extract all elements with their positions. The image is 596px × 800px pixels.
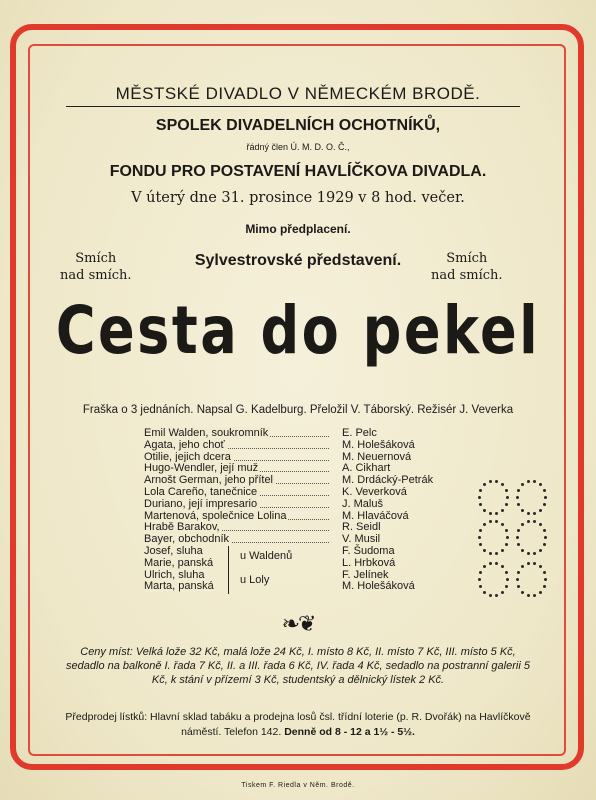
punched-hole [478, 496, 481, 499]
punched-hole [521, 509, 524, 512]
punched-hole [517, 585, 520, 588]
punched-hole [489, 552, 492, 555]
punched-hole [517, 503, 520, 506]
cast-actor: M. Hlaváčová [342, 509, 409, 522]
punched-hole [489, 480, 492, 483]
punched-hole [516, 578, 519, 581]
cast-role: Lola Careño, tanečnice [144, 485, 258, 498]
punched-hole [479, 529, 482, 532]
punched-hole [521, 523, 524, 526]
punched-hole [501, 483, 504, 486]
punched-hole [527, 512, 530, 515]
punched-hole [501, 509, 504, 512]
punched-hole [479, 571, 482, 574]
punched-hole [506, 578, 509, 581]
punched-hole [544, 496, 547, 499]
cast-row [144, 544, 464, 562]
punched-hole [533, 552, 536, 555]
tagline-left: Smích nad smích. [60, 251, 132, 283]
punched-hole [479, 503, 482, 506]
punched-hole [501, 549, 504, 552]
punched-hole [495, 594, 498, 597]
punched-hole [527, 552, 530, 555]
punched-hole [543, 543, 546, 546]
punched-hole [495, 480, 498, 483]
punched-hole [544, 578, 547, 581]
play-credits: Fraška o 3 jednáních. Napsal G. Kadelburg. Přeložil V. Táborský. Režisér J. Veverka [82, 404, 514, 416]
punched-hole [505, 585, 508, 588]
off-subscription-note: Mimo předplacení. [245, 222, 351, 236]
cast-actor: F. Jelínek [342, 568, 389, 581]
punched-hole [527, 480, 530, 483]
punched-hole [517, 571, 520, 574]
cast-role: Agata, jeho choť [144, 438, 225, 451]
punched-hole [505, 503, 508, 506]
punched-hole [544, 536, 547, 539]
punched-hole [527, 520, 530, 523]
punched-hole [539, 565, 542, 568]
punched-hole [501, 565, 504, 568]
punched-hole [483, 565, 486, 568]
punched-hole [516, 536, 519, 539]
tagline-right: Smích nad smích. [431, 251, 503, 283]
cast-actor: J. Maluš [342, 497, 383, 510]
cast-role: Ulrich, sluha [144, 568, 205, 581]
cast-actor: M. Holešáková [342, 580, 415, 593]
cast-row [144, 499, 464, 511]
punched-hole [543, 571, 546, 574]
cast-role: Marie, panská [144, 556, 214, 569]
cast-actor: R. Seidl [342, 521, 381, 534]
punched-hole [539, 509, 542, 512]
punched-hole [478, 578, 481, 581]
punched-hole [517, 529, 520, 532]
cast-role: Bayer, obchodník [144, 533, 230, 546]
cast-actor: A. Cikhart [342, 462, 391, 475]
cast-actor: E. Pelc [342, 427, 377, 439]
play-title: Cesta do pekel [55, 292, 541, 369]
theatre-underline [66, 106, 520, 107]
punched-hole [478, 536, 481, 539]
punched-hole [533, 562, 536, 565]
cast-row [144, 581, 464, 593]
punched-hole [489, 562, 492, 565]
punched-hole [521, 483, 524, 486]
cast-actor: M. Neuernová [342, 450, 412, 463]
punched-hole [533, 480, 536, 483]
punched-holes-decoration [474, 474, 550, 600]
cast-role: Marta, panská [144, 580, 214, 593]
cast-role: Martenová, společnice Lolina [144, 509, 287, 522]
theatre-name: MĚSTSKÉ DIVADLO V NĚMECKÉM BRODĚ. [115, 84, 481, 103]
punched-hole [495, 512, 498, 515]
punched-hole [501, 591, 504, 594]
cast-role: Josef, sluha [144, 544, 203, 557]
punched-hole [483, 591, 486, 594]
punched-hole [539, 523, 542, 526]
cast-actor: V. Musil [342, 533, 381, 546]
membership-note: řádný člen Ú. M. D. O. Č., [246, 142, 350, 152]
presale-text: Předprodej lístků: Hlavní sklad tabáku a prodejna losů čsl. třídní loterie (p. R. Dvořák) na Havlíčkově náměstí. Telefon 142. [65, 711, 531, 738]
society-name: SPOLEK DIVADELNÍCH OCHOTNÍKŮ, [155, 117, 441, 134]
cast-role: Emil Walden, soukromník [144, 427, 269, 439]
punched-hole [543, 503, 546, 506]
cast-row [144, 440, 464, 452]
punched-hole [539, 549, 542, 552]
punched-hole [489, 594, 492, 597]
punched-hole [521, 549, 524, 552]
presale-hours: Denně od 8 - 12 a 1½ - 5½. [284, 726, 415, 738]
punched-hole [495, 552, 498, 555]
punched-hole [483, 509, 486, 512]
cast-actor: F. Šudoma [342, 544, 395, 557]
cast-row [144, 487, 464, 499]
presale-info [54, 710, 542, 740]
punched-hole [517, 489, 520, 492]
punched-hole [479, 489, 482, 492]
punched-hole [505, 489, 508, 492]
punched-hole [527, 594, 530, 597]
performance-type: Sylvestrovské představení. [194, 252, 402, 269]
floral-ornament-icon: ❧❦ [281, 612, 315, 637]
punched-hole [501, 523, 504, 526]
cast-actor: L. Hrbková [342, 556, 396, 569]
cast-list [144, 428, 464, 593]
punched-hole [505, 543, 508, 546]
punched-hole [543, 585, 546, 588]
punched-hole [543, 529, 546, 532]
punched-hole [479, 543, 482, 546]
punched-hole [495, 520, 498, 523]
cast-actor: M. Holešáková [342, 438, 415, 451]
punched-hole [533, 520, 536, 523]
punched-hole [521, 565, 524, 568]
punched-hole [505, 529, 508, 532]
punched-hole [521, 591, 524, 594]
punched-hole [506, 536, 509, 539]
punched-hole [506, 496, 509, 499]
punched-hole [516, 496, 519, 499]
punched-hole [533, 512, 536, 515]
punched-hole [517, 543, 520, 546]
punched-hole [483, 523, 486, 526]
fund-name: FONDU PRO POSTAVENÍ HAVLÍČKOVA DIVADLA. [109, 163, 487, 180]
group-label: u Waldenů [240, 549, 293, 562]
punched-hole [539, 591, 542, 594]
punched-hole [479, 585, 482, 588]
cast-role: Otilie, jejich dcera [144, 450, 231, 463]
punched-hole [489, 520, 492, 523]
cast-role: Duriano, její impresario [144, 497, 258, 510]
printer-credit: Tiskem F. Riedla v Něm. Brodě. [241, 782, 355, 789]
ticket-prices: Ceny míst: Velká lože 32 Kč, malá lože 24 Kč, I. místo 8 Kč, II. místo 7 Kč, III. místo 5 Kč, sedadlo na balkoně I. řada 7 Kč, II. a III. řada 6 Kč, IV. řada 4 Kč, sedadlo na postranní galerii 5 Kč, k stání v přízemí 3 Kč, studentský a dělnický lístek 2 Kč. [66, 646, 530, 686]
cast-row [144, 558, 464, 570]
punched-hole [539, 483, 542, 486]
cast-actor: M. Drdácký-Petrák [342, 474, 434, 487]
punched-hole [527, 562, 530, 565]
cast-role: Hrabě Barakov, [144, 521, 220, 534]
punched-hole [505, 571, 508, 574]
performance-date: V úterý dne 31. prosince 1929 v 8 hod. večer. [131, 190, 465, 206]
cast-actor: K. Veverková [342, 485, 407, 498]
cast-role: Hugo-Wendler, její muž [144, 462, 259, 475]
punched-hole [483, 483, 486, 486]
punched-hole [543, 489, 546, 492]
group-label: u Loly [240, 573, 270, 586]
punched-hole [533, 594, 536, 597]
punched-hole [495, 562, 498, 565]
punched-hole [489, 512, 492, 515]
cast-role: Arnošt German, jeho přítel [144, 474, 274, 487]
punched-hole [483, 549, 486, 552]
